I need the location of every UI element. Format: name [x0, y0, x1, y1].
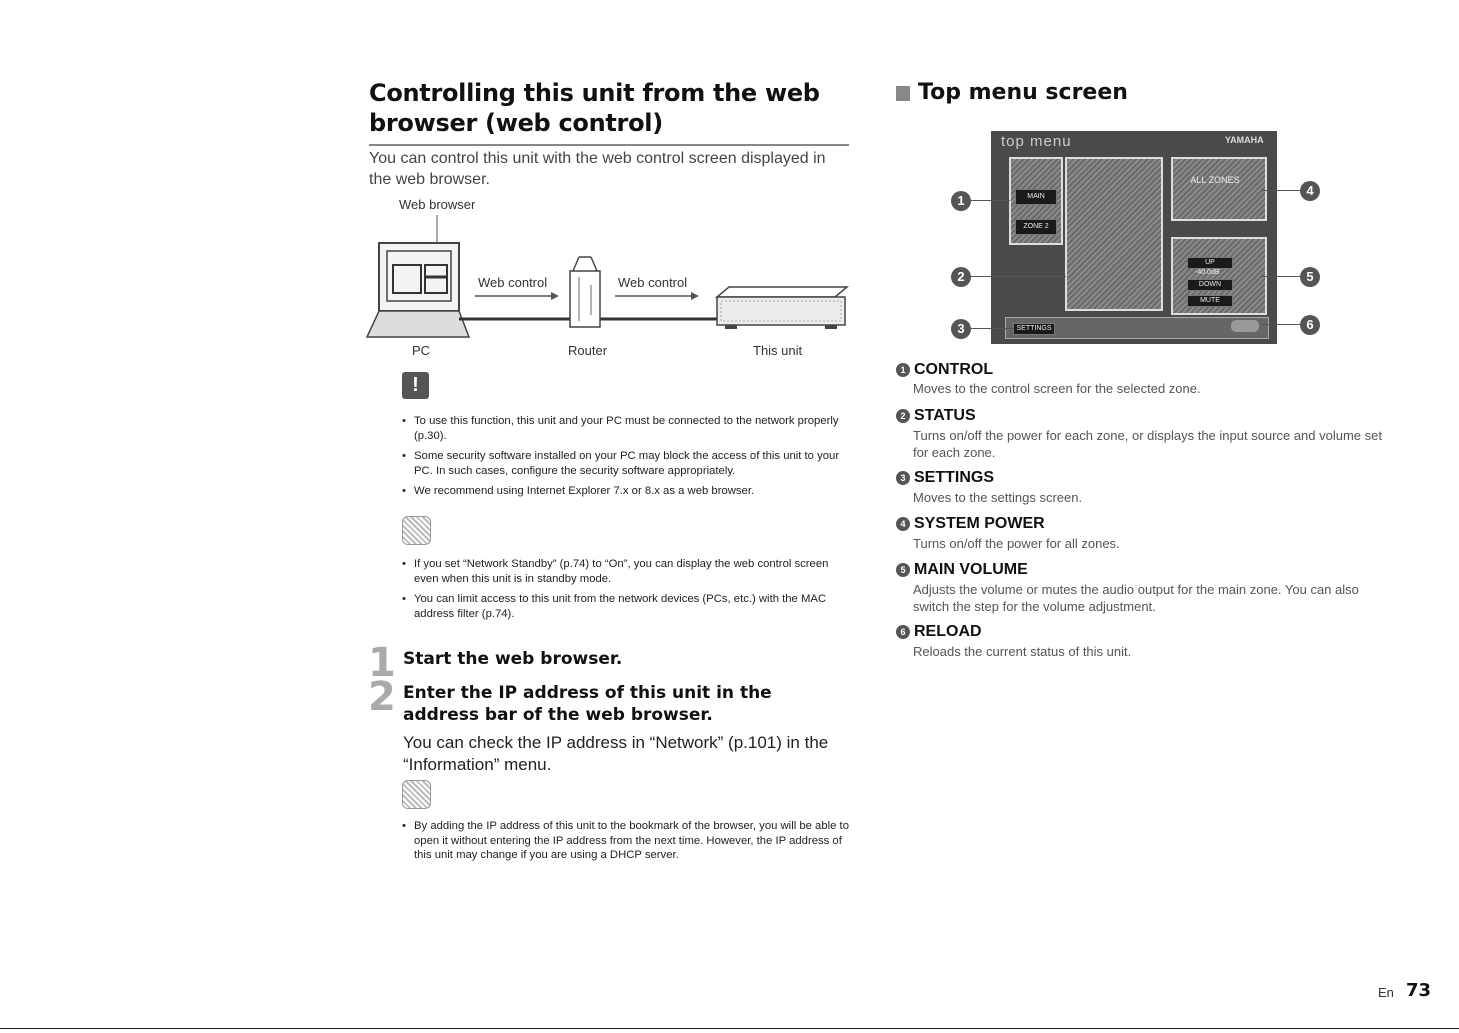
step-heading: Enter the IP address of this unit in the address bar of the web browser. — [403, 683, 772, 725]
item-description: Moves to the settings screen. — [913, 490, 1083, 505]
item-title: STATUS — [914, 407, 976, 424]
volume-down-button: DOWN — [1187, 279, 1233, 291]
caution-item: • To use this function, this unit and your PC must be connected to the network properly (p.30). — [402, 414, 852, 443]
unit-icon — [717, 287, 847, 297]
hint-item: • If you set “Network Standby” (p.74) to “On”, you can display the web control screen even when this unit is in standby mode. — [402, 557, 852, 586]
callout-line — [968, 276, 1066, 277]
step-body: You can check the IP address in “Network” (p.101) in the “Information” menu. — [403, 733, 829, 774]
system-power-panel — [1171, 157, 1267, 221]
item-title: CONTROL — [914, 361, 994, 378]
callout-badge: 6 — [1300, 315, 1320, 335]
zone2-button: ZONE 2 — [1015, 219, 1057, 235]
language-label: En — [1378, 985, 1394, 1000]
router-icon — [570, 271, 600, 327]
item-heading — [896, 561, 1028, 579]
item-number: 2 — [896, 409, 910, 423]
arrow1-label: Web control — [478, 275, 548, 290]
hint-list — [402, 819, 852, 869]
volume-readout: -40.0dB — [1195, 269, 1220, 276]
item-description: Adjusts the volume or mutes the audio output for the main zone. You can also switch the step for the volume adjustment. — [913, 582, 1359, 614]
volume-up-button: UP — [1187, 257, 1233, 269]
item-number: 6 — [896, 625, 910, 639]
page-title: Controlling this unit from the web browser (web control) — [369, 79, 820, 137]
main-zone-button: MAIN — [1015, 189, 1057, 205]
step-number: 2 — [368, 674, 396, 720]
hint-item: • You can limit access to this unit from the network devices (PCs, etc.) with the MAC address filter (p.74). — [402, 592, 852, 621]
step-heading: Start the web browser. — [403, 649, 623, 669]
callout-badge: 3 — [951, 319, 971, 339]
caution-item: • Some security software installed on your PC may block the access of this unit to your PC. In such cases, configure the security software appropriately. — [402, 449, 852, 478]
top-menu-screenshot — [991, 131, 1277, 344]
title-rule — [369, 144, 849, 146]
pc-label: PC — [412, 343, 431, 358]
screen-header: top menu — [1001, 133, 1072, 150]
intro-text: You can control this unit with the web control screen displayed in the web browser. — [369, 150, 826, 188]
callout-badge: 5 — [1300, 267, 1320, 287]
item-heading — [896, 515, 1045, 533]
page-number: 73 — [1406, 980, 1432, 1001]
item-heading — [896, 623, 982, 641]
status-panel — [1065, 157, 1163, 311]
hint-list — [402, 557, 852, 627]
caution-item: • We recommend using Internet Explorer 7.x or 8.x as a web browser. — [402, 484, 852, 499]
item-title: SYSTEM POWER — [914, 515, 1045, 532]
item-title: MAIN VOLUME — [914, 561, 1028, 578]
callout-badge: 2 — [951, 267, 971, 287]
item-number: 1 — [896, 363, 910, 377]
network-diagram-graphic — [365, 215, 855, 340]
callout-badge: 4 — [1300, 181, 1320, 201]
hint-icon — [402, 516, 431, 545]
callout-line — [968, 200, 1010, 201]
hint-item: • By adding the IP address of this unit to the bookmark of the browser, you will be able to open it without entering the IP address from the next time. However, the IP address of this unit may change if you are using a DHCP server. — [402, 819, 852, 863]
item-heading — [896, 407, 976, 425]
hint-icon — [402, 780, 431, 809]
item-number: 3 — [896, 471, 910, 485]
caution-list — [402, 414, 852, 505]
item-description: Turns on/off the power for all zones. — [913, 536, 1120, 551]
item-number: 4 — [896, 517, 910, 531]
arrow2-label: Web control — [618, 275, 688, 290]
router-label: Router — [568, 343, 608, 358]
step-number: 1 — [368, 640, 396, 686]
item-description: Turns on/off the power for each zone, or displays the input source and volume set for each zone. — [913, 428, 1382, 460]
brand-logo: YAMAHA — [1225, 135, 1264, 145]
item-description: Reloads the current status of this unit. — [913, 644, 1132, 659]
item-heading — [896, 469, 994, 487]
item-title: SETTINGS — [914, 469, 995, 486]
reload-icon — [1231, 320, 1259, 332]
item-description: Moves to the control screen for the selected zone. — [913, 381, 1201, 396]
item-title: RELOAD — [914, 623, 982, 640]
section-marker — [896, 86, 910, 101]
mute-button: MUTE — [1187, 295, 1233, 307]
item-heading — [896, 361, 993, 379]
web-browser-label: Web browser — [399, 197, 476, 212]
section-title: Top menu screen — [918, 80, 1128, 105]
settings-button: SETTINGS — [1013, 323, 1055, 335]
all-zones-label: ALL ZONES — [1190, 175, 1240, 185]
item-number: 5 — [896, 563, 910, 577]
unit-label: This unit — [753, 343, 803, 358]
caution-icon: ! — [402, 372, 429, 399]
callout-line — [968, 328, 1014, 329]
callout-badge: 1 — [951, 191, 971, 211]
bottom-rule — [0, 1028, 1459, 1029]
